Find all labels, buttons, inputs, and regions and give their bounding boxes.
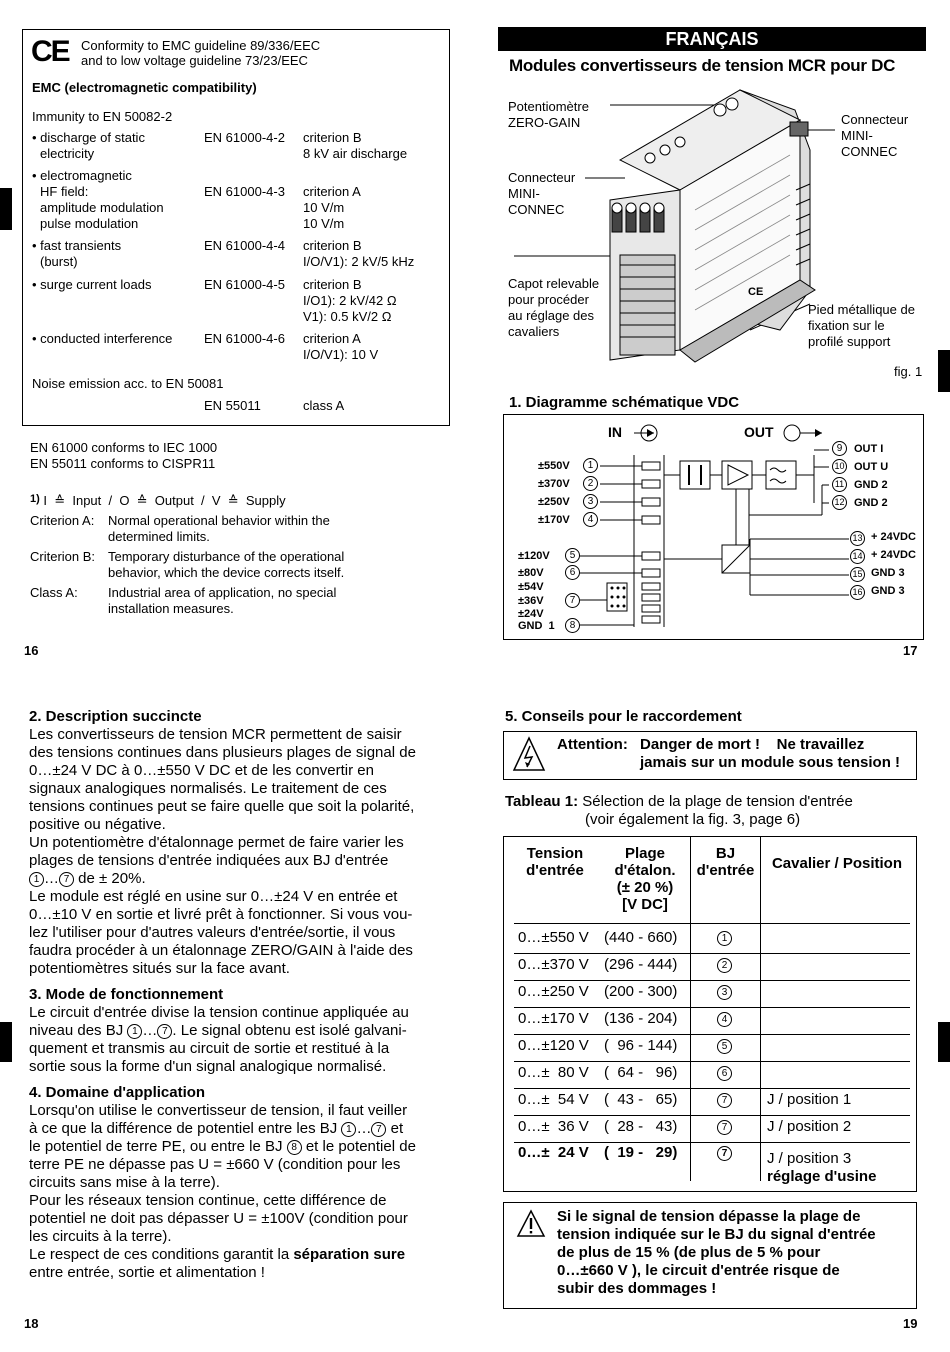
output-label: + 24VDC xyxy=(871,549,916,561)
emc-row-label: • electromagnetic HF field: amplitude modulation pulse modulation xyxy=(32,168,164,231)
terminal-number: 10 xyxy=(832,459,847,474)
terminal-number: 6 xyxy=(565,565,580,580)
emc-row-criterion: criterion A I/O/V1): 10 V xyxy=(303,331,379,362)
note-cispr: EN 55011 conforms to CISPR11 xyxy=(30,456,216,471)
input-voltage-label: ±36V xyxy=(518,595,544,607)
emc-row-label: • discharge of static electricity xyxy=(32,130,145,161)
table-header: Tension d'entrée xyxy=(526,845,584,879)
page-number: 19 xyxy=(903,1316,918,1331)
cell-voltage: 0…±170 V xyxy=(518,1010,589,1027)
page-title: Modules convertisseurs de tension MCR pour DC xyxy=(509,56,896,75)
conformity-line: Conformity to EMC guideline 89/336/EEC xyxy=(81,38,321,53)
schematic-in-label: IN xyxy=(608,424,622,440)
cell-terminal: 5 xyxy=(717,1039,732,1054)
cell-voltage: 0…± 54 V xyxy=(518,1091,589,1108)
emc-row-std: EN 61000-4-2 xyxy=(204,130,285,145)
figure-label: fig. 1 xyxy=(894,364,923,379)
cell-terminal: 2 xyxy=(717,958,732,973)
input-voltage-label: ±170V xyxy=(538,514,570,526)
terminal-number: 4 xyxy=(583,512,598,527)
cell-range: ( 19 - 29) xyxy=(604,1144,678,1161)
page-edge-marker xyxy=(0,188,12,230)
emc-row-criterion: criterion B I/O1): 2 kV/42 Ω V1): 0.5 kV/2 Ω xyxy=(303,277,397,324)
row-divider xyxy=(514,980,910,981)
label-capot: Capot relevable pour procéder au réglage des cavaliers xyxy=(508,276,600,339)
input-voltage-label: ±80V xyxy=(518,567,544,579)
emc-title: EMC (electromagnetic compatibility) xyxy=(32,80,257,95)
page-number: 18 xyxy=(24,1316,39,1331)
terminal-number: 12 xyxy=(832,495,847,510)
emc-row-std: EN 61000-4-4 xyxy=(204,238,285,253)
paragraph: Lorsqu'on utilise le convertisseur de tension, il faut veiller à ce que la différence de potentiel entre les BJ 1 … 7 et le potentiel de terre PE, ou entre le BJ 8 et le potentiel de terre PE ne dépasse pas U = ±660 V (condition pour les circuits sans mise à la terre). Pour les réseaux tension continue, cette différence de potentiel ne doit pas dépasser U = ±100V (condition pour les circuits à la terre). Le respect de ces conditions garantit la séparation sure entre entrée, sortie et alimentation ! xyxy=(29,1102,416,1281)
cell-range: ( 64 - 96) xyxy=(604,1064,678,1081)
warning-text: Si le signal de tension dépasse la plage de tension indiquée sur le BJ du signal d'entrée de plus de 15 % (de plus de 5 % pour 0…±660 V ), le circuit d'entrée risque de subir des dommages ! xyxy=(557,1208,876,1297)
row-divider xyxy=(514,1088,910,1089)
cell-terminal: 1 xyxy=(717,931,732,946)
emc-row-label: • fast transients (burst) xyxy=(32,238,122,269)
warning-icon xyxy=(516,1209,546,1239)
noise-emission-label: Noise emission acc. to EN 50081 xyxy=(32,376,224,391)
page-edge-marker xyxy=(938,1022,950,1062)
cell-jumper: J / position 3 xyxy=(767,1150,852,1167)
schematic-out-label: OUT xyxy=(744,424,774,440)
output-label: GND 2 xyxy=(854,479,888,491)
page-edge-marker xyxy=(0,1022,12,1062)
row-divider xyxy=(514,1142,910,1143)
voltage-range-table xyxy=(503,836,917,1192)
warning-box xyxy=(503,1202,917,1309)
terminal-number: 11 xyxy=(832,477,847,492)
noise-class: class A xyxy=(303,398,345,413)
cell-range: (296 - 444) xyxy=(604,956,678,973)
cell-range: ( 96 - 144) xyxy=(604,1037,678,1054)
input-voltage-label: ±120V xyxy=(518,550,550,562)
paragraph: Les convertisseurs de tension MCR permettent de saisir des tensions continues dans plusieurs plages de signal de 0…±24 V DC à 0…±550 V DC et de les convertir en signaux analogiques normalisés. Le traitement de ces tensions continues peut se faire quelle que soit la polarité, positive ou négative. Un potentiomètre d'étalonnage permet de faire varier les plages de tensions d'entrée indiquées aux BJ d'entrée 1 … 7 de ± 20%. Le module est réglé en usine sur 0…±24 V en entrée et 0…±10 V en sortie et livré prêt à fonctionner. Si vous vou- lez l'utiliser pour d'autres valeurs d'entrée/sortie, il vous faudra procéder à un étalonnage ZERO/GAIN à l'aide des potentiomètres situés sur la face avant. xyxy=(29,726,416,977)
ce-mark: CE xyxy=(31,35,69,68)
cell-voltage: 0…±120 V xyxy=(518,1037,589,1054)
terminal-number: 5 xyxy=(565,548,580,563)
section-heading: 3. Mode de fonctionnement xyxy=(29,986,224,1003)
input-voltage-label: ±250V xyxy=(538,496,570,508)
terminal-number: 3 xyxy=(583,494,598,509)
section-heading: 4. Domaine d'application xyxy=(29,1084,206,1101)
diagram-title: 1. Diagramme schématique VDC xyxy=(509,394,740,411)
emc-row-criterion: criterion B I/O/V1): 2 kV/5 kHz xyxy=(303,238,415,269)
terminal-number: 9 xyxy=(832,441,847,456)
emc-row-label: • surge current loads xyxy=(32,277,152,292)
attention-label: Attention: xyxy=(557,736,628,753)
cell-voltage: 0…±250 V xyxy=(518,983,589,1000)
section-heading: 2. Description succincte xyxy=(29,708,202,725)
immunity-label: Immunity to EN 50082-2 xyxy=(32,109,173,124)
section-heading: 5. Conseils pour le raccordement xyxy=(505,708,742,725)
cell-jumper: J / position 1 xyxy=(767,1091,852,1108)
output-label: + 24VDC xyxy=(871,531,916,543)
language-bar: FRANÇAIS xyxy=(498,27,926,51)
row-divider xyxy=(514,1034,910,1035)
output-label: OUT I xyxy=(854,443,884,455)
terminal-number: 16 xyxy=(850,585,865,600)
cell-voltage: 0…± 36 V xyxy=(518,1118,589,1135)
input-voltage-label: GND 1 xyxy=(518,620,555,632)
row-divider xyxy=(514,1061,910,1062)
cell-range: (440 - 660) xyxy=(604,929,678,946)
input-voltage-label: ±24V xyxy=(518,608,544,620)
terminal-number: 8 xyxy=(565,618,580,633)
conformity-line: and to low voltage guideline 73/23/EEC xyxy=(81,53,308,68)
page-number: 16 xyxy=(24,643,39,658)
cell-terminal: 4 xyxy=(717,1012,732,1027)
schematic-diagram xyxy=(503,414,924,640)
paragraph: Le circuit d'entrée divise la tension continue appliquée au niveau des BJ 1 … 7 . Le signal obtenu est isolé galvani- quement et transmis au circuit de sortie et restitué à la sortie sous la forme d'un signal analogique normalisé. xyxy=(29,1004,409,1075)
table-header: Cavalier / Position xyxy=(771,855,903,872)
output-label: OUT U xyxy=(854,461,889,473)
table-caption: Tableau 1: Sélection de la plage de tension d'entrée xyxy=(505,793,853,810)
cell-voltage: 0…± 24 V xyxy=(518,1144,589,1161)
emc-row-criterion: criterion A 10 V/m 10 V/m xyxy=(303,184,361,231)
cell-voltage: 0…± 80 V xyxy=(518,1064,589,1081)
note-iec: EN 61000 conforms to IEC 1000 xyxy=(30,440,218,455)
cell-jumper: J / position 2 xyxy=(767,1118,852,1135)
cell-voltage: 0…±550 V xyxy=(518,929,589,946)
label-potentiometer: Potentiomètre ZERO-GAIN xyxy=(508,99,589,130)
cell-terminal: 7 xyxy=(717,1146,732,1161)
terminal-number: 14 xyxy=(850,549,865,564)
terminal-number: 1 xyxy=(583,458,598,473)
input-voltage-label: ±54V xyxy=(518,581,544,593)
terminal-number: 15 xyxy=(850,567,865,582)
attention-text: jamais sur un module sous tension ! xyxy=(640,754,901,771)
footnote: $^{1)}$ I ≙ Input / O ≙ Output / V ≙ Supply xyxy=(30,493,286,508)
cell-jumper-note: réglage d'usine xyxy=(767,1168,877,1185)
table-caption: (voir également la fig. 3, page 6) xyxy=(585,811,801,828)
cell-range: ( 43 - 65) xyxy=(604,1091,678,1108)
table-header: BJ d'entrée xyxy=(696,845,755,879)
output-label: GND 2 xyxy=(854,497,888,509)
cell-range: (136 - 204) xyxy=(604,1010,678,1027)
output-label: GND 3 xyxy=(871,585,905,597)
cell-terminal: 7 xyxy=(717,1120,732,1135)
table-header: Plage d'étalon. (± 20 %) [V DC] xyxy=(614,845,676,913)
output-label: GND 3 xyxy=(871,567,905,579)
label-connector-right: Connecteur MINI- CONNEC xyxy=(841,112,909,159)
row-divider xyxy=(514,1007,910,1008)
label-connector-left: Connecteur MINI- CONNEC xyxy=(508,170,576,217)
emc-row-std: EN 61000-4-3 xyxy=(204,184,285,199)
emc-row-criterion: criterion B 8 kV air discharge xyxy=(303,130,408,161)
page-number: 17 xyxy=(903,643,918,658)
cell-terminal: 6 xyxy=(717,1066,732,1081)
input-voltage-label: ±550V xyxy=(538,460,570,472)
svg-text:CE: CE xyxy=(748,286,764,298)
emc-row-label: • conducted interference xyxy=(32,331,173,346)
cell-range: (200 - 300) xyxy=(604,983,678,1000)
emc-row-std: EN 61000-4-6 xyxy=(204,331,285,346)
section-description xyxy=(29,708,449,1282)
emc-row-std: EN 61000-4-5 xyxy=(204,277,285,292)
input-voltage-label: ±370V xyxy=(538,478,570,490)
attention-text: Danger de mort ! Ne travaillez xyxy=(640,736,865,753)
emc-conformity-box xyxy=(22,29,450,426)
cell-terminal: 3 xyxy=(717,985,732,1000)
row-divider xyxy=(514,953,910,954)
cell-terminal: 7 xyxy=(717,1093,732,1108)
label-pied: Pied métallique de fixation sur le profilé support xyxy=(808,302,915,349)
terminal-number: 7 xyxy=(565,593,580,608)
row-divider xyxy=(514,1115,910,1116)
noise-std: EN 55011 xyxy=(204,398,261,413)
attention-box xyxy=(503,731,917,780)
cell-range: ( 28 - 43) xyxy=(604,1118,678,1135)
terminal-number: 2 xyxy=(583,476,598,491)
danger-voltage-icon xyxy=(512,736,546,774)
cell-voltage: 0…±370 V xyxy=(518,956,589,973)
terminal-number: 13 xyxy=(850,531,865,546)
